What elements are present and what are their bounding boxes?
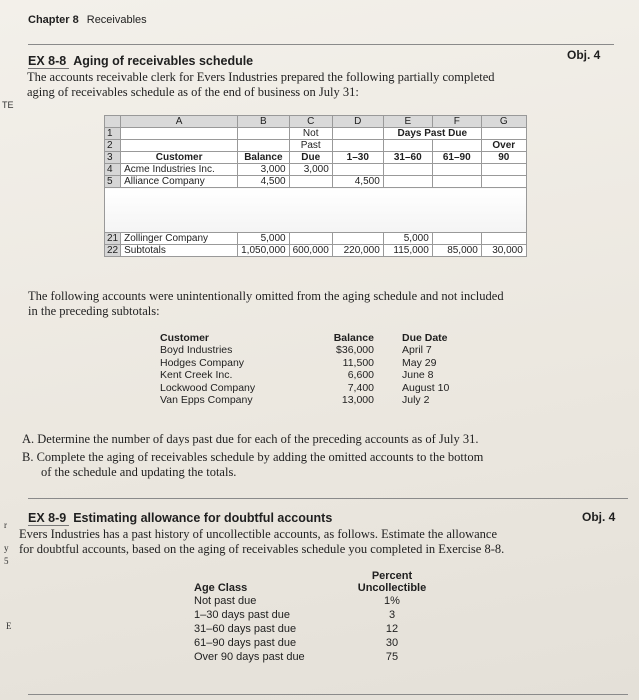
row-number: 22 xyxy=(105,245,121,257)
age-class: 1–30 days past due xyxy=(194,608,291,621)
list-item xyxy=(156,357,496,370)
section-label: Receivables xyxy=(86,14,147,26)
subtotal-row xyxy=(105,245,527,257)
section-rule xyxy=(28,498,628,499)
omitted-balance: 13,000 xyxy=(341,394,374,406)
percent-uncollectible: 12 xyxy=(385,622,399,635)
exercise-number: EX 8-9 xyxy=(28,511,69,526)
d1-30-cell: 220,000 xyxy=(332,245,383,257)
d61-90-cell xyxy=(432,164,481,176)
omitted-due-date: April 7 xyxy=(402,344,432,356)
age-class: 61–90 days past due xyxy=(194,636,297,649)
omitted-accounts-table xyxy=(156,332,496,407)
customer-cell: Acme Industries Inc. xyxy=(121,164,238,176)
header-1-30: 1–30 xyxy=(332,152,383,164)
question-a: A. Determine the number of days past due for each of the preceding accounts as of July 31. xyxy=(22,432,479,446)
col-header: C xyxy=(289,116,332,128)
d1-30-cell xyxy=(332,233,383,245)
header-90: 90 xyxy=(481,152,526,164)
not-due-cell xyxy=(289,176,332,188)
balance-cell: 1,050,000 xyxy=(238,245,290,257)
exercise-number: EX 8-8 xyxy=(28,54,69,69)
omitted-balance: 11,500 xyxy=(342,356,374,369)
row-number: 1 xyxy=(105,128,121,140)
exercise-title: Estimating allowance for doubtful accounts xyxy=(73,511,333,525)
header-percent: Percent xyxy=(371,570,413,582)
omitted-due-date: May 29 xyxy=(402,356,437,369)
not-due-cell: 600,000 xyxy=(289,245,332,257)
header-due-date: Due Date xyxy=(402,332,448,344)
intro-line: The accounts receivable clerk for Evers Industries prepared the following partially completed xyxy=(27,70,495,84)
intro-line: Evers Industries has a past history of uncollectible accounts, as follows. Estimate the allowance xyxy=(19,527,497,541)
omitted-due-date: July 2 xyxy=(402,394,430,406)
table-row xyxy=(105,233,527,245)
header-due: Due xyxy=(289,152,332,164)
col-header: A xyxy=(121,116,238,128)
percent-uncollectible: 3 xyxy=(388,608,396,621)
header-customer: Customer xyxy=(160,332,210,344)
header-days-past-due: Days Past Due xyxy=(383,128,481,140)
d31-60-cell: 5,000 xyxy=(383,233,432,245)
col-header: E xyxy=(383,116,432,128)
table-row xyxy=(105,176,527,188)
table-row xyxy=(105,164,527,176)
list-item xyxy=(190,650,436,664)
omitted-customer: Van Epps Company xyxy=(160,394,253,406)
age-class: 31–60 days past due xyxy=(194,622,297,635)
percent-uncollectible: 30 xyxy=(385,636,399,649)
col-header: D xyxy=(332,116,383,128)
list-item xyxy=(190,622,436,636)
omitted-customer: Lockwood Company xyxy=(160,381,256,394)
exercise-8-9-intro xyxy=(19,527,634,557)
omitted-intro xyxy=(28,289,628,319)
age-class: Over 90 days past due xyxy=(194,650,305,663)
question-b-cont: of the schedule and updating the totals. xyxy=(41,465,237,479)
list-item xyxy=(156,382,496,395)
chapter-label: Chapter 8 xyxy=(28,14,79,26)
exercise-8-8-heading xyxy=(28,54,253,68)
age-class: Not past due xyxy=(194,594,257,607)
margin-mark: r xyxy=(4,520,7,530)
intro-line: aging of receivables schedule as of the end of business on July 31: xyxy=(27,85,359,99)
d61-90-cell xyxy=(432,176,481,188)
objective-label: Obj. 4 xyxy=(582,510,616,524)
omitted-due-date: June 8 xyxy=(402,369,434,381)
omitted-line: The following accounts were unintentionally omitted from the aging schedule and not included xyxy=(28,289,504,303)
header-uncollectible: Uncollectible xyxy=(357,582,427,594)
header-31-60: 31–60 xyxy=(383,152,432,164)
d61-90-cell: 85,000 xyxy=(432,245,481,257)
customer-cell: Subtotals xyxy=(121,245,238,257)
omitted-customer: Hodges Company xyxy=(160,356,245,369)
balance-cell: 4,500 xyxy=(238,176,290,188)
list-item xyxy=(190,636,436,650)
uncollectible-table xyxy=(190,570,436,664)
list-item xyxy=(190,608,436,622)
corner-cell xyxy=(105,116,121,128)
exercise-8-8-intro xyxy=(27,70,627,100)
margin-mark: 5 xyxy=(4,556,9,566)
exercise-8-8-questions xyxy=(22,432,632,480)
omitted-line: in the preceding subtotals: xyxy=(28,304,160,318)
omitted-balance: 7,400 xyxy=(347,381,374,394)
header-customer: Customer xyxy=(121,152,238,164)
omitted-customer: Kent Creek Inc. xyxy=(160,369,233,381)
exercise-8-9-heading xyxy=(28,511,332,525)
d31-60-cell xyxy=(383,176,432,188)
margin-mark: E xyxy=(6,621,12,631)
header-61-90: 61–90 xyxy=(432,152,481,164)
header-age-class: Age Class xyxy=(194,582,248,594)
bottom-rule xyxy=(28,694,628,695)
col-header: B xyxy=(238,116,290,128)
over90-cell: 30,000 xyxy=(481,245,526,257)
balance-cell: 3,000 xyxy=(238,164,290,176)
objective-label: Obj. 4 xyxy=(567,48,601,62)
percent-uncollectible: 1% xyxy=(384,594,400,607)
not-due-cell xyxy=(289,233,332,245)
header-over: Over xyxy=(481,140,526,152)
top-rule xyxy=(28,44,614,45)
omitted-due-date: August 10 xyxy=(402,381,450,394)
sheet-row xyxy=(105,140,527,152)
customer-cell: Alliance Company xyxy=(121,176,238,188)
row-number: 5 xyxy=(105,176,121,188)
d1-30-cell: 4,500 xyxy=(332,176,383,188)
column-header-row xyxy=(105,116,527,128)
row-number: 2 xyxy=(105,140,121,152)
balance-cell: 5,000 xyxy=(238,233,290,245)
header-balance: Balance xyxy=(238,152,290,164)
col-header: G xyxy=(481,116,526,128)
row-number: 4 xyxy=(105,164,121,176)
customer-cell: Zollinger Company xyxy=(121,233,238,245)
elided-rows-gap xyxy=(105,188,527,233)
header-row xyxy=(190,582,436,594)
col-header: F xyxy=(432,116,481,128)
omitted-balance: 6,600 xyxy=(347,369,374,381)
d31-60-cell xyxy=(383,164,432,176)
row-number: 21 xyxy=(105,233,121,245)
list-item xyxy=(156,394,496,407)
header-balance: Balance xyxy=(333,332,374,344)
over90-cell xyxy=(481,233,526,245)
intro-line: for doubtful accounts, based on the aging of receivables schedule you completed in Exercise 8-8. xyxy=(19,542,505,556)
over90-cell xyxy=(481,176,526,188)
sheet-row xyxy=(105,152,527,164)
question-b: B. Complete the aging of receivables schedule by adding the omitted accounts to the bottom xyxy=(22,450,484,464)
chapter-header xyxy=(28,14,147,26)
omitted-customer: Boyd Industries xyxy=(160,344,233,356)
margin-mark: y xyxy=(4,543,9,553)
header-past: Past xyxy=(289,140,332,152)
d61-90-cell xyxy=(432,233,481,245)
not-due-cell: 3,000 xyxy=(289,164,332,176)
header-not: Not xyxy=(289,128,332,140)
d31-60-cell: 115,000 xyxy=(383,245,432,257)
list-item xyxy=(156,344,496,357)
percent-uncollectible: 75 xyxy=(385,650,399,663)
aging-schedule-table xyxy=(104,115,527,257)
omitted-balance: $36,000 xyxy=(336,344,374,356)
list-item xyxy=(156,369,496,382)
exercise-title: Aging of receivables schedule xyxy=(73,54,254,68)
d1-30-cell xyxy=(332,164,383,176)
row-number: 3 xyxy=(105,152,121,164)
margin-mark: TE xyxy=(2,100,14,110)
omitted-header-row xyxy=(156,332,496,344)
over90-cell xyxy=(481,164,526,176)
header-row xyxy=(190,570,436,582)
list-item xyxy=(190,594,436,608)
sheet-row xyxy=(105,128,527,140)
